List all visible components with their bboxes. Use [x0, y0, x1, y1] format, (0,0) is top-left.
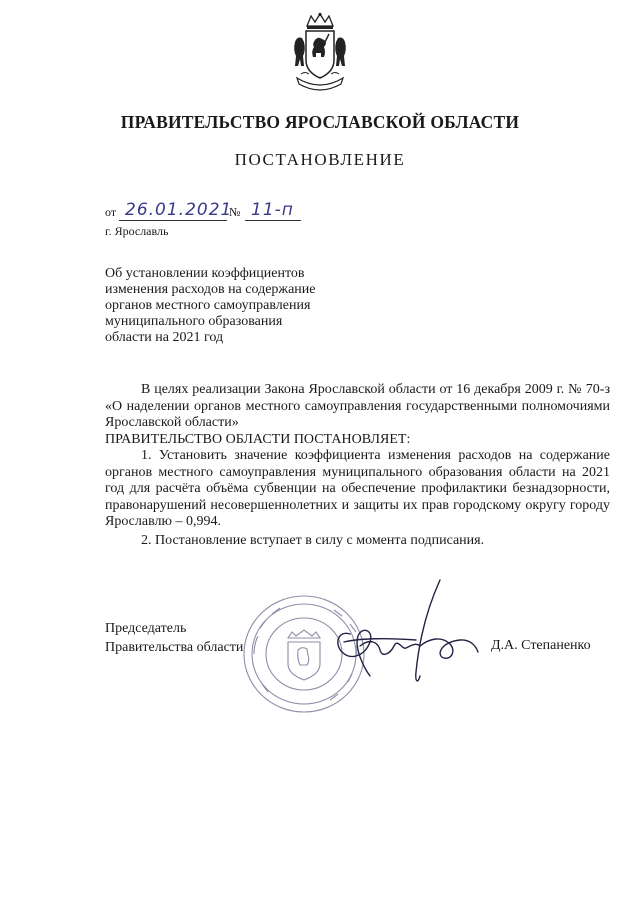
subject-line: изменения расходов на содержание [105, 282, 316, 297]
document-subject [105, 266, 365, 346]
date-prefix: от [105, 205, 117, 219]
preamble-paragraph: В целях реализации Закона Ярославской области от 16 декабря 2009 г. № 70-з «О наделении органов местного самоуправления государственными полномочиями Ярославской области» [105, 382, 610, 430]
document-body [105, 382, 610, 549]
handwritten-signature-icon [320, 572, 480, 692]
number-prefix: № [229, 205, 241, 219]
signatory-position-line: Председатель [105, 621, 187, 636]
subject-line: муниципального образования [105, 314, 283, 329]
clause-2: 2. Постановление вступает в силу с момента подписания. [141, 532, 485, 548]
signatory-position-line: Правительства области [105, 640, 244, 655]
government-title: ПРАВИТЕЛЬСТВО ЯРОСЛАВСКОЙ ОБЛАСТИ [120, 112, 520, 132]
signatory-name: Д.А. Степаненко [491, 638, 591, 653]
yaroslavl-coat-of-arms-icon [289, 12, 351, 96]
signatory-position [105, 619, 243, 657]
registration-date: 26.01.2021 [125, 200, 233, 220]
resolves-heading: ПРАВИТЕЛЬСТВО ОБЛАСТИ ПОСТАНОВЛЯЕТ: [105, 431, 411, 447]
registration-line [105, 202, 345, 224]
clause-1: 1. Установить значение коэффициента изменения расходов на содержание органов местного самоуправления муниципального образования области на 2021 год для расчёта объёма субвенции на обеспечение профилактики безнадзорности, правонарушений несовершеннолетних и защиты их прав городскому округу городу Ярославлю – 0,994. [105, 448, 610, 529]
document-type-title: ПОСТАНОВЛЕНИЕ [234, 150, 406, 169]
subject-line: области на 2021 год [105, 330, 224, 345]
subject-line: Об установлении коэффициентов [105, 266, 305, 281]
subject-line: органов местного самоуправления [105, 298, 311, 313]
city-label: г. Ярославль [105, 224, 169, 238]
registration-number: 11-п [251, 200, 294, 220]
